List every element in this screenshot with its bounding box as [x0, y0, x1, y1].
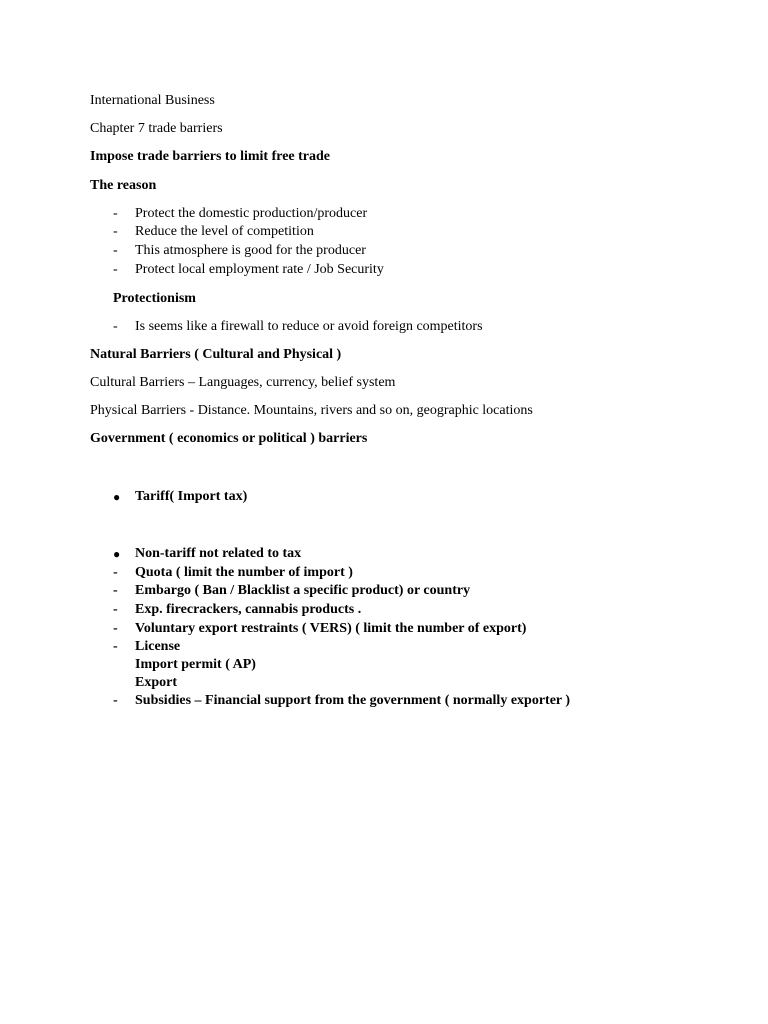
list-item-text: Reduce the level of competition: [135, 224, 314, 239]
dash-marker: -: [113, 224, 118, 239]
heading-protectionism: Protectionism: [113, 291, 196, 306]
list-item-text: Tariff( Import tax): [135, 489, 248, 504]
list-item-text: Import permit ( AP): [135, 657, 256, 672]
physical-barriers-text: Physical Barriers - Distance. Mountains, rivers and so on, geographic locations: [90, 403, 533, 418]
heading-government-barriers: Government ( economics or political ) barriers: [90, 431, 368, 446]
dash-marker: -: [113, 583, 118, 598]
dash-marker: -: [113, 693, 118, 708]
list-item-text: Quota ( limit the number of import ): [135, 565, 353, 580]
dash-marker: -: [113, 319, 118, 334]
heading-impose-barriers: Impose trade barriers to limit free trade: [90, 149, 330, 164]
heading-natural-barriers: Natural Barriers ( Cultural and Physical ): [90, 347, 342, 362]
dash-marker: -: [113, 262, 118, 277]
chapter-title: Chapter 7 trade barriers: [90, 121, 223, 136]
dash-marker: -: [113, 565, 118, 580]
dash-marker: -: [113, 243, 118, 258]
dash-marker: -: [113, 621, 118, 636]
list-item-text: License: [135, 639, 181, 654]
dash-marker: -: [113, 639, 118, 654]
list-item-text: Is seems like a firewall to reduce or avoid foreign competitors: [135, 319, 483, 334]
list-item-text: Protect the domestic production/producer: [135, 206, 368, 221]
list-item-text: Exp. firecrackers, cannabis products .: [135, 602, 362, 617]
cultural-barriers-text: Cultural Barriers – Languages, currency, belief system: [90, 375, 396, 390]
list-item-text: Subsidies – Financial support from the government ( normally exporter ): [135, 693, 571, 708]
document-title: International Business: [90, 93, 215, 108]
list-item-text: Voluntary export restraints ( VERS) ( limit the number of export): [135, 621, 527, 636]
list-item-text: This atmosphere is good for the producer: [135, 243, 366, 258]
list-item-text: Export: [135, 675, 177, 690]
bullet-marker: ●: [113, 490, 121, 504]
list-item-text: Embargo ( Ban / Blacklist a specific product) or country: [135, 583, 471, 598]
bullet-marker: ●: [113, 547, 121, 561]
dash-marker: -: [113, 602, 118, 617]
heading-the-reason: The reason: [90, 178, 157, 193]
list-item-text: Protect local employment rate / Job Security: [135, 262, 384, 277]
list-item-text: Non-tariff not related to tax: [135, 546, 302, 561]
dash-marker: -: [113, 206, 118, 221]
